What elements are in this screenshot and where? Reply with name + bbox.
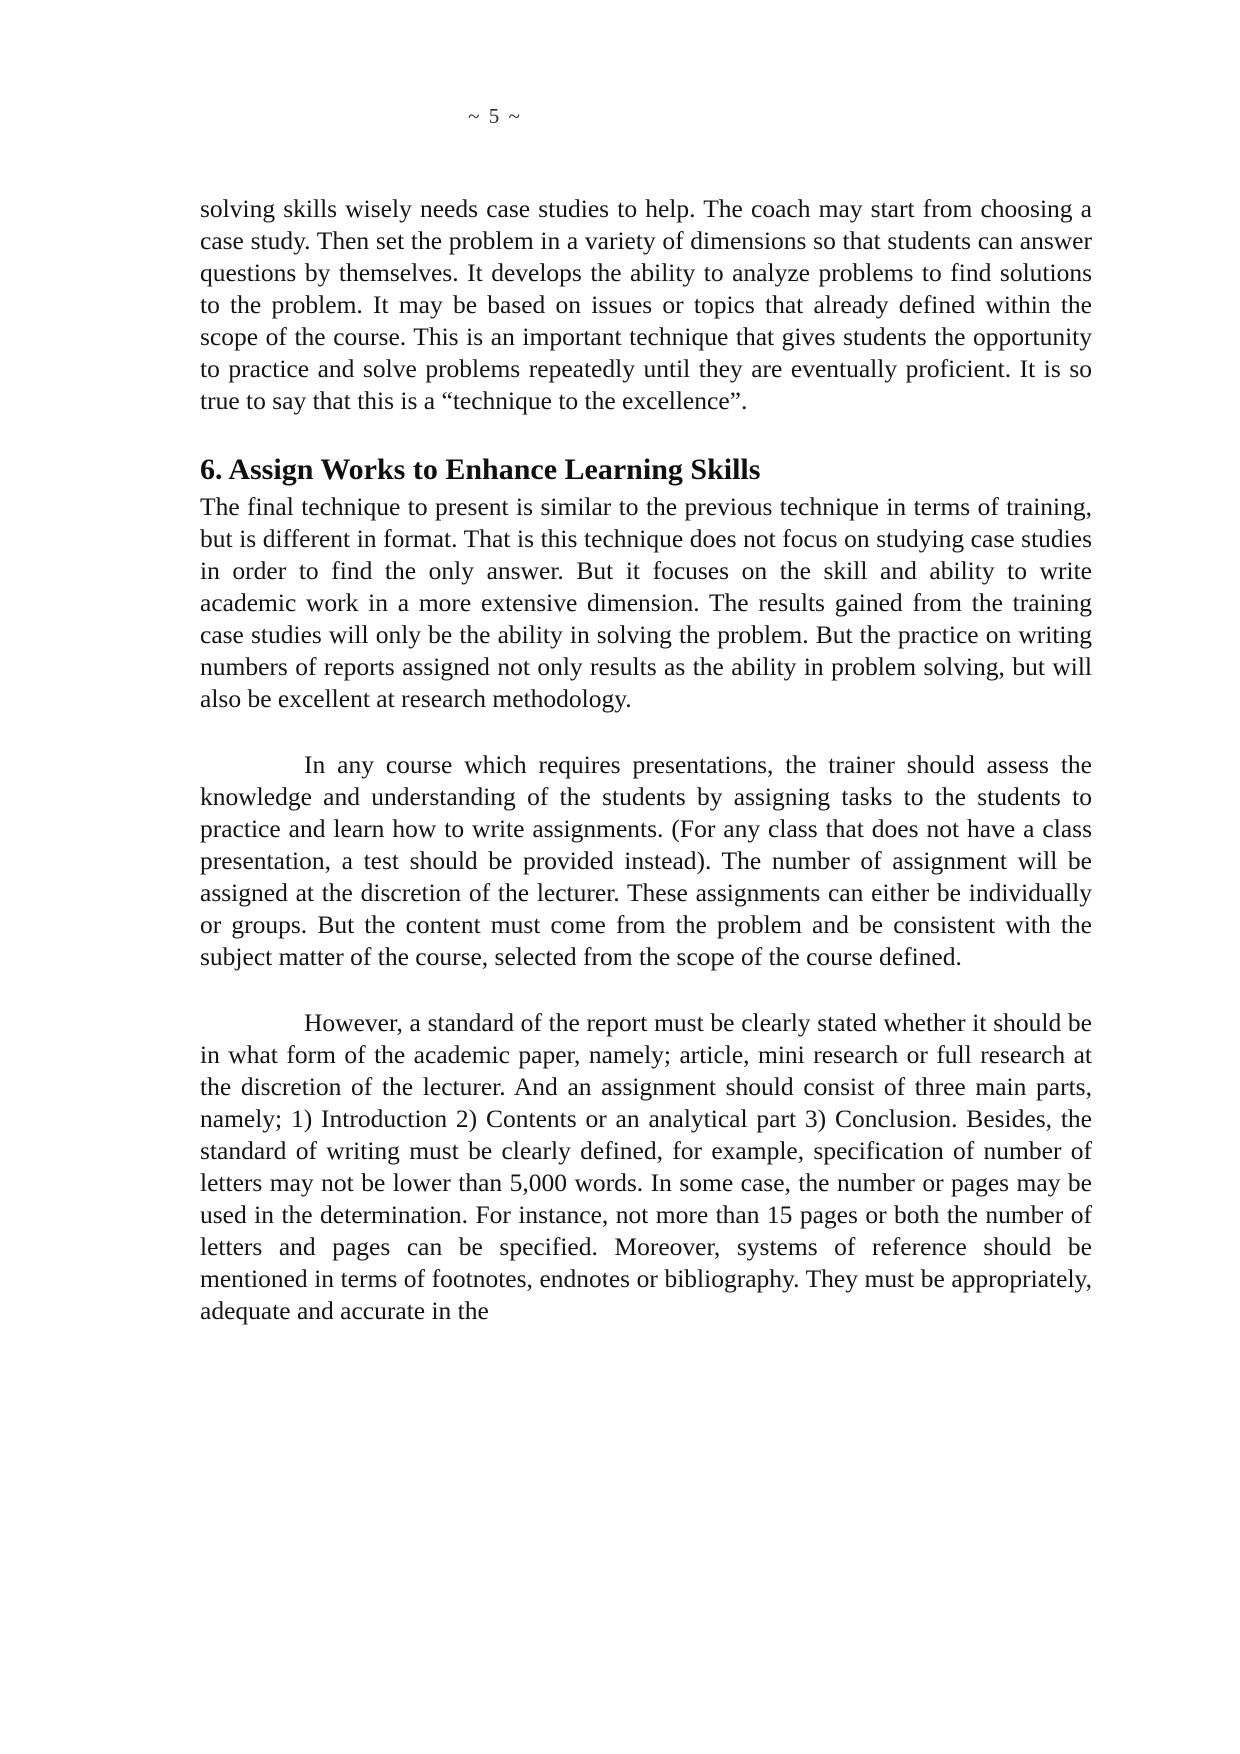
paragraph-final-technique: The final technique to present is similar to the previous technique in terms of training, but is different in format. That is this technique does not focus on studying case studies in order to find the only answer. But it focuses on the skill and ability to write academic work in a more extensive dimension. The results gained from the training case studies will only be the ability in solving the problem. But the practice on writing numbers of reports assigned not only results as the ability in problem solving, but will also be excellent at research methodology.: [200, 492, 1092, 713]
paragraph-however-standard: However, a standard of the report must be clearly stated whether it should be in what form of the academic paper, namely; article, mini research or full research at the discretion of the lecturer. And an assignment should consist of three main parts, namely; 1) Introduction 2) Contents or an analytical part 3) Conclusion. Besides, the standard of writing must be clearly defined, for example, specification of number of letters may not be lower than 5,000 words. In some case, the number or pages may be used in the determination. For instance, not more than 15 pages or both the number of letters and pages can be specified. Moreover, systems of reference should be mentioned in terms of footnotes, endnotes or bibliography. They must be appropriately, adequate and accurate in the: [200, 1008, 1092, 1325]
text-block: [200, 193, 1092, 1327]
paragraph-any-course: In any course which requires presentations, the trainer should assess the knowledge and understanding of the students by assigning tasks to the students to practice and learn how to write assignments. (For any class that does not have a class presentation, a test should be provided instead). The number of assignment will be assigned at the discretion of the lecturer. These assignments can either be individually or groups. But the content must come from the problem and be consistent with the subject matter of the course, selected from the scope of the course defined.: [200, 750, 1092, 971]
section-heading: 6. Assign Works to Enhance Learning Skills: [200, 453, 761, 486]
paragraph-continued: solving skills wisely needs case studies to help. The coach may start from choosing a case study. Then set the problem in a variety of dimensions so that students can answer questions by themselves. It develops the ability to analyze problems to find solutions to the problem. It may be based on issues or topics that already defined within the scope of the course. This is an important technique that gives students the opportunity to practice and solve problems repeatedly until they are eventually proficient. It is so true to say that this is a “technique to the excellence”.: [200, 194, 1092, 415]
page-number: ~ 5 ~: [468, 104, 522, 128]
